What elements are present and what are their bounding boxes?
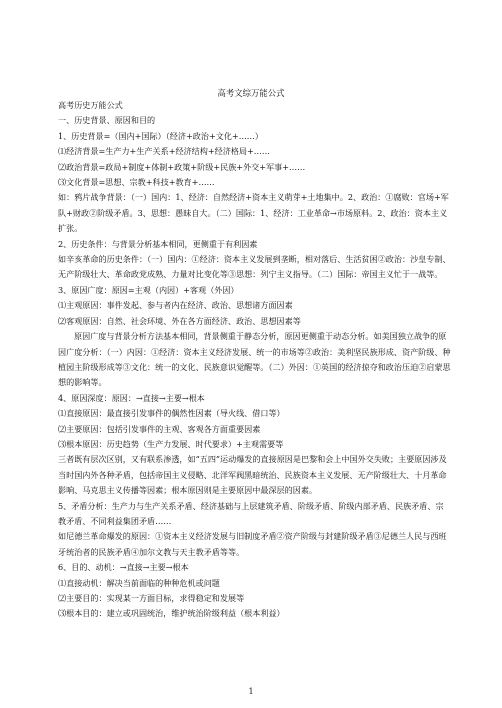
paragraph: ⑵主要原因：包括引发事件的主观、客观各方面重要因素 [58, 423, 261, 434]
paragraph: 1、历史背景=（国内+国际）（经济+政治+文化+……） [58, 130, 263, 141]
paragraph-section-heading: 高考历史万能公式 [58, 100, 123, 110]
paragraph: 一、历史背景、原因和目的 [58, 115, 156, 126]
paragraph: 6、目的、动机：→直接→主要→根本 [58, 562, 189, 573]
paragraph: ⑴经济背景=生产力+生产关系+经济结构+经济格局+…… [58, 146, 270, 157]
page-number: 1 [248, 687, 254, 696]
paragraph: 原因广度与背景分析方法基本相同，背景侧重于静态分析，原因更侧重于动态分析。如美国独立战争的原因广度分析：（一）内因：①经济：资本主义经济发展、统一的市场等②政治：美利坚民族形成、资产阶级、种植园主阶级形成等③文化：统一的文化、民族意识觉醒等。（二）外因：①英国的经济掠夺和政治压迫②启蒙思想的影响等。 [58, 331, 451, 388]
paragraph: ⑵政治背景=政局+制度+体制+政策+阶级+民族+外交+军事+…… [58, 161, 306, 172]
paragraph: 2、历史条件：与背景分析基本相同，更侧重于有利因素 [58, 238, 258, 249]
paragraph: 如尼德兰革命爆发的原因：①资本主义经济发展与旧制度矛盾②资产阶级与封建阶级矛盾③尼德兰人民与西班牙统治者的民族矛盾④加尔文教与天主教矛盾等等。 [58, 531, 447, 557]
paragraph: 5、矛盾分析：生产力与生产关系矛盾、经济基础与上层建筑矛盾、阶级矛盾、阶级内部矛盾、民族矛盾、宗教矛盾、不同利益集团矛盾…… [58, 500, 444, 526]
paragraph: 3、原因广度：原因=主观（内因）+客观（外因） [58, 284, 239, 295]
paragraph: 三者既有层次区别，又有联系渗透，如“五四”运动爆发的直接原因是巴黎和会上中国外交失败；主要原因涉及当时国内外各种矛盾，包括帝国主义侵略、北洋军阀黑暗统治、民族资本主义发展、无产阶级壮大、十月革命影响、马克思主义传播等因素；根本原因则是主要原因中最深层的因素。 [58, 454, 447, 496]
paragraph: ⑴直接原因：最直接引发事件的偶然性因素（导火线、借口等） [58, 408, 285, 419]
paragraph: ⑶根本原因：历史趋势（生产力发展、时代要求）+主观需要等 [58, 438, 284, 449]
paragraph: 如辛亥革命的历史条件：（一）国内：①经济：资本主义发展到垄断，相对落后、生活贫困②政治：沙皇专制、无产阶级壮大、革命政党成熟、力量对比变化等③思想：列宁主义指导。（二）国际：帝国主义忙于一战等。 [58, 254, 451, 280]
paragraph: ⑴直接动机：解决当前面临的种种危机或问题 [58, 577, 220, 588]
paragraph: ⑵客观原因：自然、社会环境、外在各方面经济、政治、思想因素等 [58, 315, 301, 326]
document-title: 高考文综万能公式 [217, 88, 285, 98]
paragraph: ⑶文化背景=思想、宗教+科技+教育+…… [58, 177, 215, 188]
paragraph: 如：鸦片战争背景：（一）国内：1、经济：自然经济+资本主义萌芽+土地集中。2、政治：①腐败：官场+军队+财政②阶级矛盾。3、思想：愚昧自大。（二）国际：1、经济：工业革命→市场原料。2、政治：资本主义扩张。 [58, 192, 449, 234]
paragraph: ⑶根本目的：建立或巩固统治，维护统治阶级利益（根本利益） [58, 608, 285, 619]
paragraph: ⑵主要目的：实现某一方面目标，求得稳定和发展等 [58, 593, 245, 603]
paragraph: 4、原因深度：原因：→直接→主要→根本 [58, 392, 205, 403]
document-body [58, 98, 451, 622]
paragraph: ⑴主观原因：事件发起、参与者内在经济、政治、思想诸方面因素 [58, 300, 293, 311]
